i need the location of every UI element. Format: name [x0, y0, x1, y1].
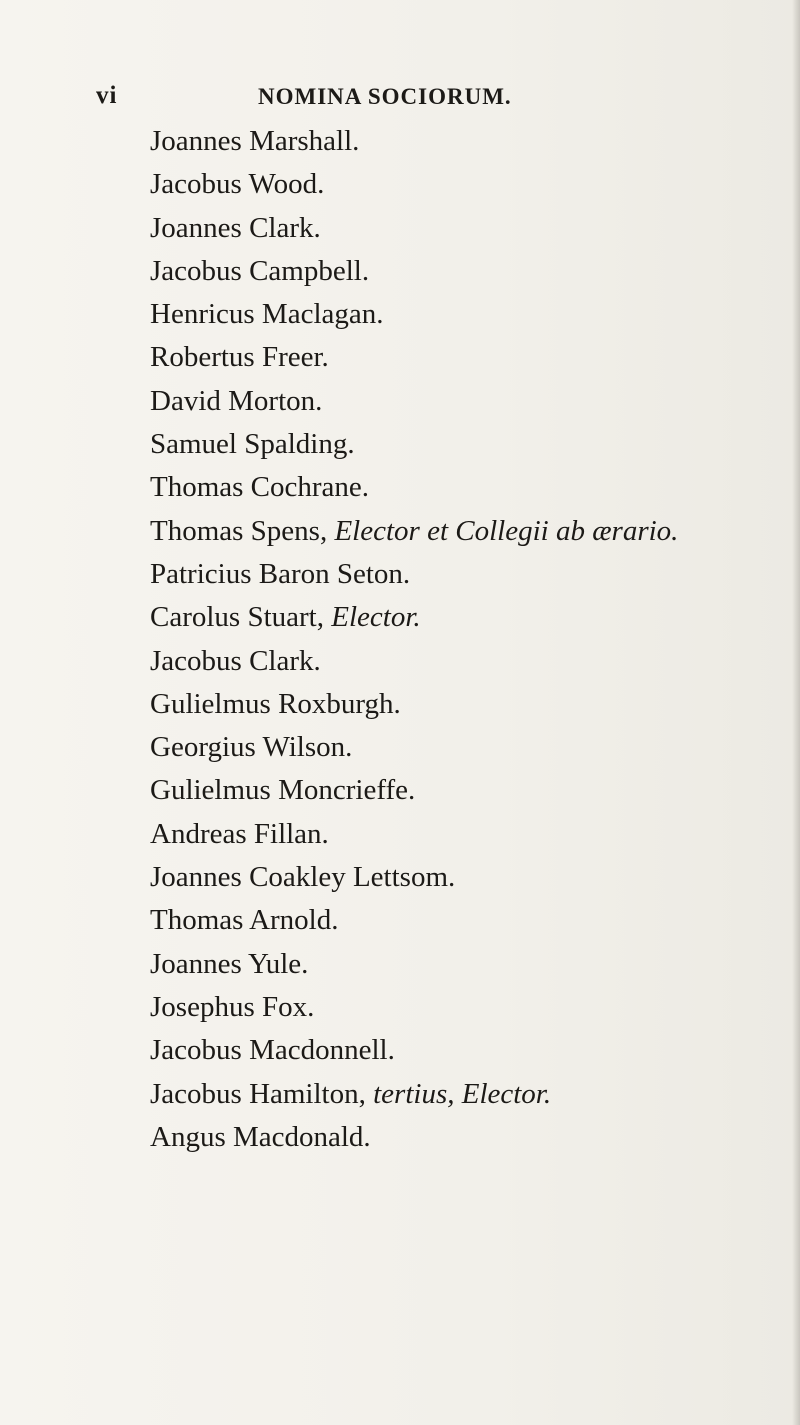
member-entry: [150, 380, 790, 423]
member-entry: [150, 207, 790, 250]
member-entry: [150, 1116, 790, 1159]
member-name: Thomas Arnold.: [150, 904, 339, 937]
member-name: Jacobus Macdonnell.: [150, 1034, 395, 1067]
member-name: Henricus Maclagan.: [150, 298, 384, 331]
members-list: [150, 120, 790, 1159]
member-name: Thomas Cochrane.: [150, 471, 370, 504]
member-name: Joannes Coakley Lettsom.: [150, 861, 456, 894]
member-entry: [150, 943, 790, 986]
member-name: Georgius Wilson.: [150, 731, 353, 764]
member-entry: [150, 813, 790, 856]
member-entry: [150, 596, 790, 639]
member-name: Jacobus Wood.: [150, 168, 325, 201]
member-entry: [150, 1029, 790, 1072]
member-entry: [150, 120, 790, 163]
member-name: David Morton.: [150, 384, 323, 417]
member-entry: [150, 769, 790, 812]
member-entry: [150, 336, 790, 379]
member-name: Gulielmus Moncrieffe.: [150, 774, 416, 807]
member-name: Carolus Stuart,: [150, 601, 324, 634]
member-entry: [150, 466, 790, 509]
page-number: vi: [96, 82, 118, 109]
running-head: [0, 82, 800, 118]
member-role: Elector et Collegii ab ærario.: [327, 514, 679, 547]
page-edge-shadow: [792, 0, 800, 1425]
member-entry: [150, 899, 790, 942]
member-entry: [150, 250, 790, 293]
member-name: Joannes Clark.: [150, 211, 321, 244]
member-role: Elector.: [324, 601, 421, 634]
member-entry: [150, 553, 790, 596]
member-name: Jacobus Hamilton,: [150, 1077, 366, 1110]
member-entry: [150, 683, 790, 726]
member-name: Jacobus Campbell.: [150, 254, 370, 287]
member-name: Josephus Fox.: [150, 990, 315, 1023]
member-entry: [150, 726, 790, 769]
member-name: Thomas Spens,: [150, 514, 328, 547]
member-name: Joannes Marshall.: [150, 125, 360, 157]
member-name: Samuel Spalding.: [150, 428, 355, 461]
member-entry: [150, 1073, 790, 1116]
member-entry: [150, 293, 790, 336]
member-role: tertius, Elector.: [365, 1077, 552, 1110]
member-name: Andreas Fillan.: [150, 817, 329, 850]
member-name: Joannes Yule.: [150, 947, 309, 980]
member-entry: [150, 163, 790, 206]
member-name: Jacobus Clark.: [150, 644, 321, 677]
member-name: Angus Macdonald.: [150, 1120, 371, 1153]
member-entry: [150, 856, 790, 899]
running-title: NOMINA SOCIORUM.: [258, 84, 512, 109]
member-entry: [150, 640, 790, 683]
member-name: Robertus Freer.: [150, 341, 329, 374]
member-entry: [150, 986, 790, 1029]
member-entry: [150, 423, 790, 466]
member-name: Patricius Baron Seton.: [150, 557, 411, 590]
member-entry: [150, 510, 790, 553]
member-name: Gulielmus Roxburgh.: [150, 687, 401, 720]
